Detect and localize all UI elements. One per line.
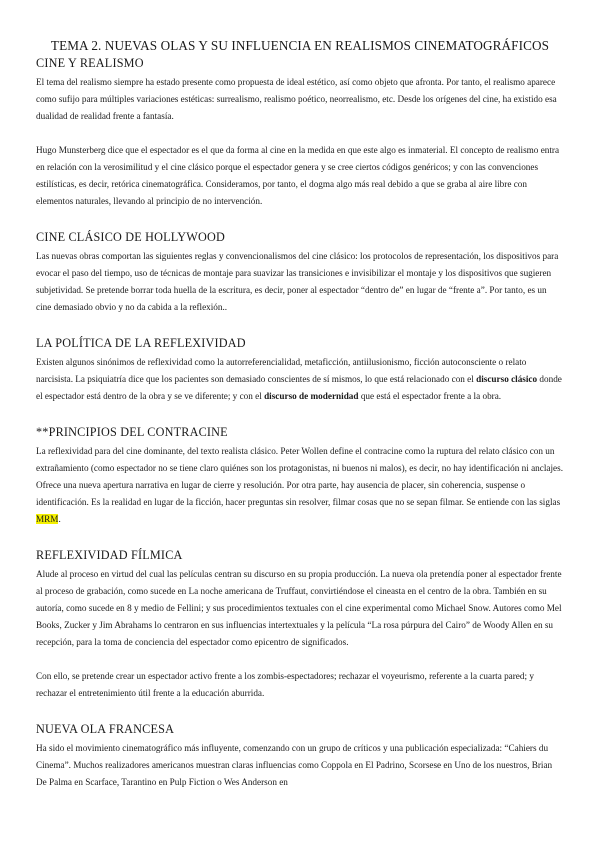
paragraph-filmica-1: Alude al proceso en virtud del cual las películas centran su discurso en su propia producción. La nueva ola pretendía poner al espectador frente al proceso de grabación, como sucede en La noche americana de Truffaut, convirtiéndose el cineasta en el centro de la obra. También en su autoría, como sucede en 8 y medio de Fellini; y sus procedimientos textuales con el cine experimental como Michael Snow. Autores como Mel Books, Zucker y Jim Abrahams lo centraron en sus influencias intertextuales y la película “La rosa púrpura del Cairo” de Woody Allen en su recepción, para la toma de conciencia del espectador como epicentro de significados. (36, 569, 562, 647)
paragraph-realismo-2: Hugo Munsterberg dice que el espectador es el que da forma al cine en la medida en que este algo es inmaterial. El concepto de realismo entra en relación con la verosimilitud y el cine clásico porque el espectador genera y se cree ciertos códigos genéricos; y con las convenciones estilísticas, es decir, retórica cinematográfica. Consideramos, por tanto, el dogma algo más real debido a que se graba al aire libre con elementos naturales, llevando al principio de no intervención. (36, 145, 560, 206)
document-title: TEMA 2. NUEVAS OLAS Y SU INFLUENCIA EN REALISMOS CINEMATOGRÁFICOS (50, 38, 550, 53)
heading-nueva-ola-francesa: NUEVA OLA FRANCESA (36, 722, 175, 736)
highlight-mrm: MRM (36, 514, 59, 524)
paragraph-filmica-2: Con ello, se pretende crear un espectador activo frente a los zombis-espectadores; rechazar el voyeurismo, referente a la cuarta pared; y rechazar el entretenimiento útil frente a la educación aburrida. (36, 671, 534, 698)
paragraph-contracine (36, 443, 564, 528)
heading-reflexividad-filmica: REFLEXIVIDAD FÍLMICA (36, 548, 183, 562)
heading-principios-contracine: **PRINCIPIOS DEL CONTRACINE (36, 425, 228, 439)
paragraph-hollywood: Las nuevas obras comportan las siguientes reglas y convencionalismos del cine clásico: los protocolos de representación, los dispositivos para evocar el paso del tiempo, uso de técnicas de montaje para suavizar las transiciones e invisibilizar el montaje y los dispositivos que sugieren subjetividad. Se pretende borrar toda huella de la escritura, es decir, poner al espectador “dentro de” en lugar de “frente a”. Por tanto, es un cine demasiado obvio y no da cabida a la reflexión.. (36, 251, 559, 312)
bold-discurso-modernidad: discurso de modernidad (264, 391, 359, 401)
paragraph-francesa: Ha sido el movimiento cinematográfico más influyente, comenzando con un grupo de críticos y una publicación especializada: “Cahiers du Cinema”. Muchos realizadores americanos muestran claras influencias como Coppola en El Padrino, Scorsese en Uno de los nuestros, Brian De Palma en Scarface, Tarantino en Pulp Fiction o Wes Anderson en (36, 743, 553, 787)
heading-cine-clasico-hollywood: CINE CLÁSICO DE HOLLYWOOD (36, 230, 225, 244)
heading-cine-y-realismo: CINE Y REALISMO (36, 56, 144, 70)
text-run: donde el espectador está dentro de la obra y se ve diferente; y con el (36, 374, 562, 401)
bold-discurso-clasico: discurso clásico (476, 374, 538, 384)
heading-politica-reflexividad: LA POLÍTICA DE LA REFLEXIVIDAD (36, 336, 246, 350)
text-run: La reflexividad para del cine dominante, del texto realista clásico. Peter Wollen define el contracine como la ruptura del relato clásico con un extrañamiento (como espectador no se tiene claro quiénes son los protagonistas, ni buenos ni malos), es decir, no hay identificación ni anclajes. Ofrece una nueva apertura narrativa en lugar de cierre y resolución. Por otra parte, hay ausencia de placer, sin coherencia, suspense o identificación. Es la realidad en lugar de la ficción, hacer preguntas sin resolver, filmar cosas que no se sepan filmar. Se entiende con las siglas (36, 446, 563, 507)
paragraph-realismo-1: El tema del realismo siempre ha estado presente como propuesta de ideal estético, así como objeto que afronta. Por tanto, el realismo aparece como sufijo para múltiples variaciones estéticas: surrealismo, realismo poético, neorrealismo, etc. Desde los orígenes del cine, ha existido esa dualidad de realidad frente a fantasía. (36, 77, 557, 121)
text-run: . (58, 514, 61, 524)
text-run: que está el espectador frente a la obra. (358, 391, 502, 401)
paragraph-politica (36, 354, 564, 405)
text-run: Existen algunos sinónimos de reflexividad como la autorreferencialidad, metaficción, antiilusionismo, ficción autoconsciente o relato narcisista. La psiquiatría dice que los pacientes son demasiado conscientes de sí mismos, lo que está relacionado con el (36, 357, 527, 384)
document-page (36, 38, 564, 791)
